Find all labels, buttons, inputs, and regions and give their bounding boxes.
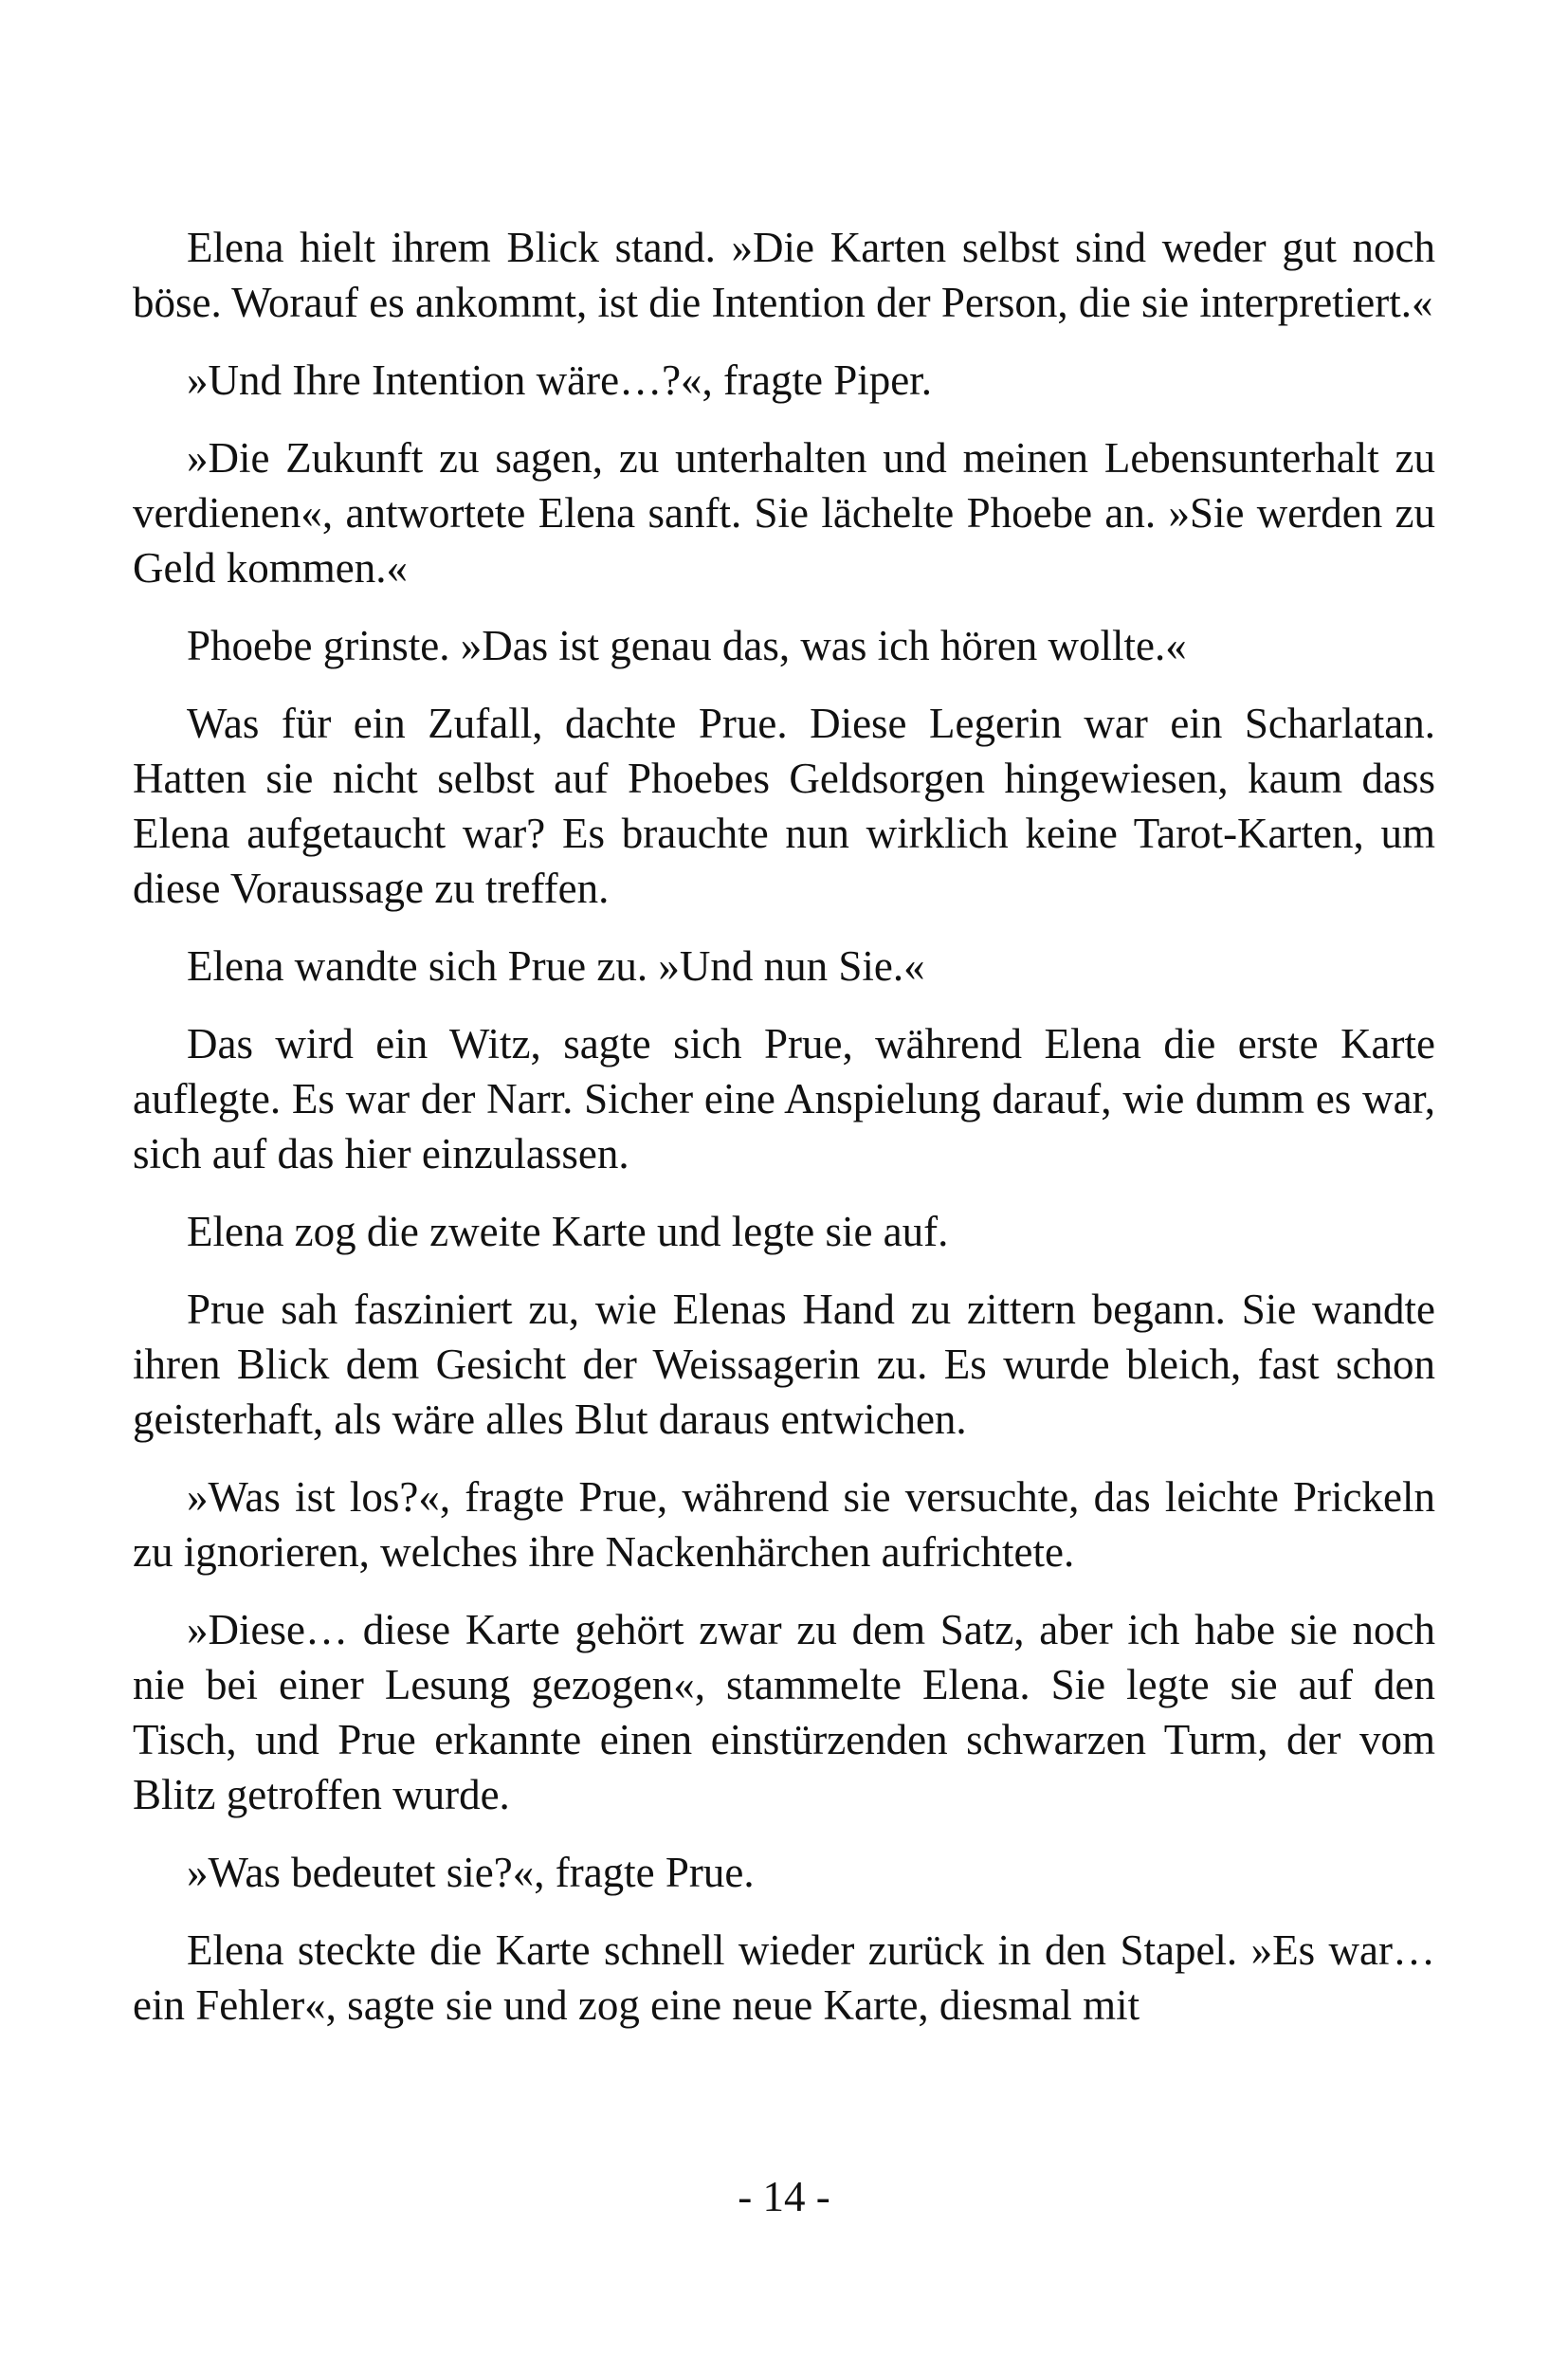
body-text — [133, 220, 1435, 2055]
paragraph-11: »Diese… diese Karte gehört zwar zu dem Satz, aber ich habe sie noch nie bei einer Lesung gezogen«, stammelte Elena. Sie legte sie auf den Tisch, und Prue erkannte einen einstürzenden schwarzen Turm, der vom Blitz getroffen wurde. — [133, 1606, 1435, 1818]
paragraph-2: »Und Ihre Intention wäre…?«, fragte Piper. — [187, 356, 932, 404]
paragraph-5: Was für ein Zufall, dachte Prue. Diese Legerin war ein Scharlatan. Hatten sie nicht selbst auf Phoebes Geldsorgen hingewiesen, kaum dass Elena aufgetaucht war? Es brauchte nun wirklich keine Tarot-Karten, um diese Voraussage zu treffen. — [133, 700, 1435, 912]
paragraph-10: »Was ist los?«, fragte Prue, während sie versuchte, das leichte Prickeln zu ignorieren, welches ihre Nackenhärchen aufrichtete. — [133, 1473, 1435, 1576]
paragraph-13: Elena steckte die Karte schnell wieder zurück in den Stapel. »Es war… ein Fehler«, sagte sie und zog eine neue Karte, diesmal mit — [133, 1926, 1435, 2029]
paragraph-9: Prue sah fasziniert zu, wie Elenas Hand zu zittern begann. Sie wandte ihren Blick dem Gesicht der Weissagerin zu. Es wurde bleich, fast schon geisterhaft, als wäre alles Blut daraus entwichen. — [133, 1286, 1435, 1443]
paragraph-4: Phoebe grinste. »Das ist genau das, was ich hören wollte.« — [187, 622, 1187, 669]
paragraph-8: Elena zog die zweite Karte und legte sie auf. — [187, 1208, 949, 1255]
paragraph-12: »Was bedeutet sie?«, fragte Prue. — [187, 1849, 755, 1896]
paragraph-3: »Die Zukunft zu sagen, zu unterhalten und meinen Lebensunterhalt zu verdienen«, antwortete Elena sanft. Sie lächelte Phoebe an. »Sie werden zu Geld kommen.« — [133, 434, 1435, 592]
paragraph-7: Das wird ein Witz, sagte sich Prue, während Elena die erste Karte auflegte. Es war der Narr. Sicher eine Anspielung darauf, wie dumm es war, sich auf das hier einzulassen. — [133, 1020, 1435, 1177]
page-number: - 14 - — [738, 2173, 830, 2220]
paragraph-1: Elena hielt ihrem Blick stand. »Die Karten selbst sind weder gut noch böse. Worauf es ankommt, ist die Intention der Person, die sie interpretiert.« — [133, 224, 1435, 326]
paragraph-6: Elena wandte sich Prue zu. »Und nun Sie.« — [187, 942, 925, 990]
